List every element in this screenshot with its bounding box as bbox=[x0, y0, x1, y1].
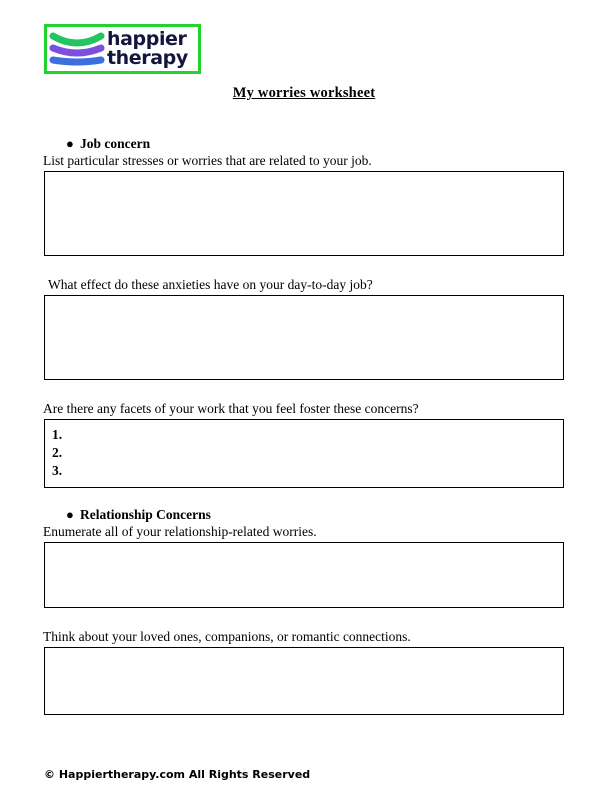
section-heading-job-concern bbox=[66, 136, 150, 152]
prompt-relationship-worries: Enumerate all of your relationship-related worries. bbox=[43, 524, 317, 539]
copyright-footer: © Happiertherapy.com All Rights Reserved bbox=[44, 768, 311, 781]
answer-box-job-effect[interactable] bbox=[44, 295, 564, 380]
logo-arcs-icon bbox=[49, 27, 105, 71]
answer-box-relationship-worries[interactable] bbox=[44, 542, 564, 608]
page-title: My worries worksheet bbox=[232, 85, 376, 101]
answer-box-loved-ones[interactable] bbox=[44, 647, 564, 715]
list-item: 2. bbox=[52, 445, 63, 460]
prompt-loved-ones: Think about your loved ones, companions, or romantic connections. bbox=[43, 629, 411, 644]
logo-wordmark bbox=[105, 30, 198, 68]
prompt-job-effect: What effect do these anxieties have on your day-to-day job? bbox=[48, 277, 373, 292]
bullet-icon: ● bbox=[66, 507, 74, 522]
section-heading-relationship-concerns bbox=[66, 507, 211, 523]
section-heading-label: Job concern bbox=[80, 136, 151, 151]
list-item: 1. bbox=[52, 427, 63, 442]
list-item: 3. bbox=[52, 463, 63, 478]
prompt-job-facets: Are there any facets of your work that you feel foster these concerns? bbox=[43, 401, 419, 416]
section-heading-label: Relationship Concerns bbox=[80, 507, 211, 522]
logo-word-line1: happier bbox=[107, 28, 187, 50]
answer-box-job-stresses[interactable] bbox=[44, 171, 564, 256]
answer-box-job-facets[interactable] bbox=[44, 419, 564, 488]
happier-therapy-logo bbox=[44, 24, 201, 74]
prompt-job-stresses: List particular stresses or worries that are related to your job. bbox=[43, 153, 372, 168]
numbered-list-job-facets bbox=[52, 426, 62, 480]
bullet-icon: ● bbox=[66, 136, 74, 151]
logo-word-line2: therapy bbox=[107, 47, 188, 69]
